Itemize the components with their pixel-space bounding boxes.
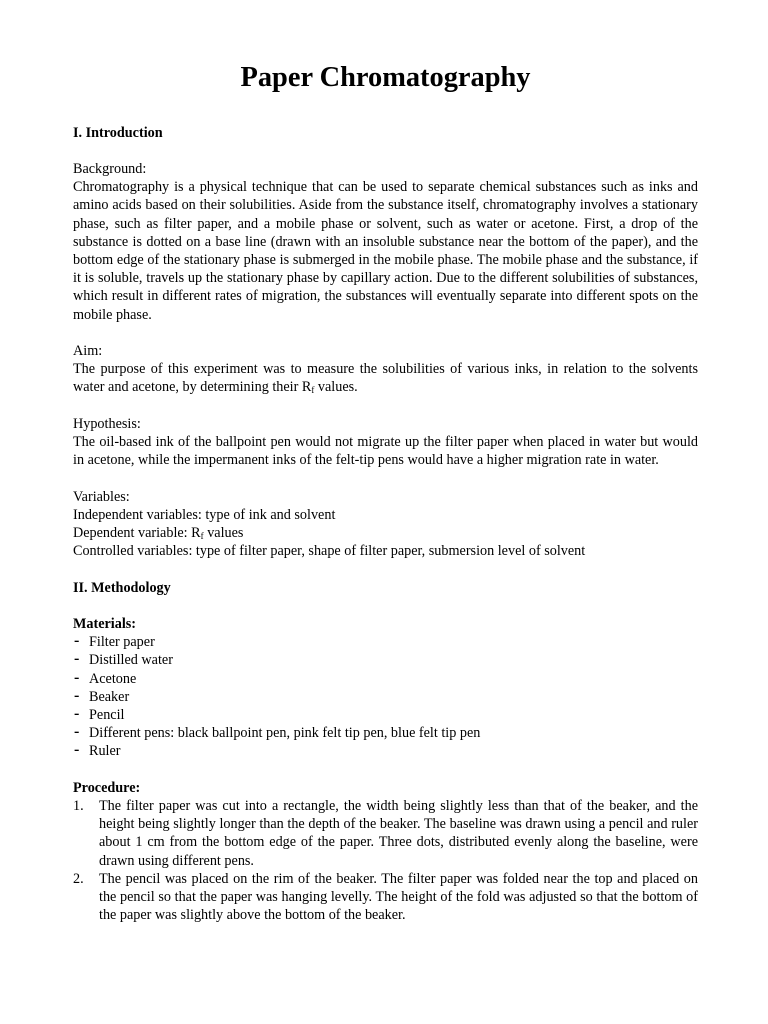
variables-label: Variables:: [73, 488, 130, 505]
background-label: Background:: [73, 160, 147, 177]
list-item: - Ruler: [73, 742, 698, 760]
document-title: Paper Chromatography: [240, 62, 531, 93]
document-body: [73, 62, 698, 924]
list-item: - Beaker: [73, 688, 698, 706]
step-text: The pencil was placed on the rim of the beaker. The filter paper was folded near the top and placed on the pencil so that the paper was hanging levelly. The height of the fold was adjusted so that the bottom of the paper was slightly above the bottom of the beaker.: [99, 870, 698, 924]
list-item: - Filter paper: [73, 633, 698, 651]
step-number: 2.: [73, 870, 84, 887]
dependent-variable: Dependent variable: $R_f$ values: [73, 524, 244, 541]
hypothesis-label: Hypothesis:: [73, 415, 141, 432]
controlled-variables: Controlled variables: type of filter paper, shape of filter paper, submersion level of solvent: [73, 543, 586, 560]
step-text: The filter paper was cut into a rectangle, the width being slightly less than that of the beaker, and the height being slightly longer than the depth of the beaker. The baseline was drawn using a pencil and ruler about 1 cm from the bottom edge of the paper. Three dots, distributed evenly along the baseline, were drawn using different pens.: [99, 797, 698, 869]
procedure-step: [73, 797, 698, 870]
procedure-list: [73, 797, 698, 924]
step-number: 1.: [73, 797, 84, 814]
materials-label: Materials:: [73, 615, 137, 632]
procedure-label: Procedure:: [73, 779, 141, 796]
list-item: - Different pens: black ballpoint pen, pink felt tip pen, blue felt tip pen: [73, 724, 698, 742]
aim-text: The purpose of this experiment was to measure the solubilities of various inks, in relation to the solvents water and acetone, by determining their $R_f$ values.: [73, 361, 698, 396]
hypothesis-text: The oil-based ink of the ballpoint pen would not migrate up the filter paper when placed in water but would in acetone, while the impermanent inks of the felt-tip pens would have a higher migration rate in water.: [73, 433, 698, 469]
section-heading-introduction: I. Introduction: [73, 124, 163, 141]
independent-variables: Independent variables: type of ink and solvent: [73, 506, 336, 523]
list-item: - Distilled water: [73, 651, 698, 669]
section-heading-methodology: II. Methodology: [73, 579, 171, 596]
list-item: - Pencil: [73, 706, 698, 724]
background-text: Chromatography is a physical technique that can be used to separate chemical substances such as inks and amino acids based on their solubilities. Aside from the substance itself, chromatography involves a stationary phase, such as filter paper, and a mobile phase or solvent, such as water or acetone. First, a drop of the substance is dotted on a base line (drawn with an insoluble substance near the bottom of the paper), and the bottom edge of the stationary phase is submerged in the mobile phase. The mobile phase and the substance, if it is soluble, travels up the stationary phase by capillary action. Due to the different solubilities of substances, which result in different rates of migration, the substances will eventually separate into different spots on the mobile phase.: [73, 179, 698, 323]
aim-label: Aim:: [73, 342, 103, 359]
list-item: - Acetone: [73, 670, 698, 688]
materials-list: [73, 633, 698, 760]
procedure-step: [73, 870, 698, 925]
